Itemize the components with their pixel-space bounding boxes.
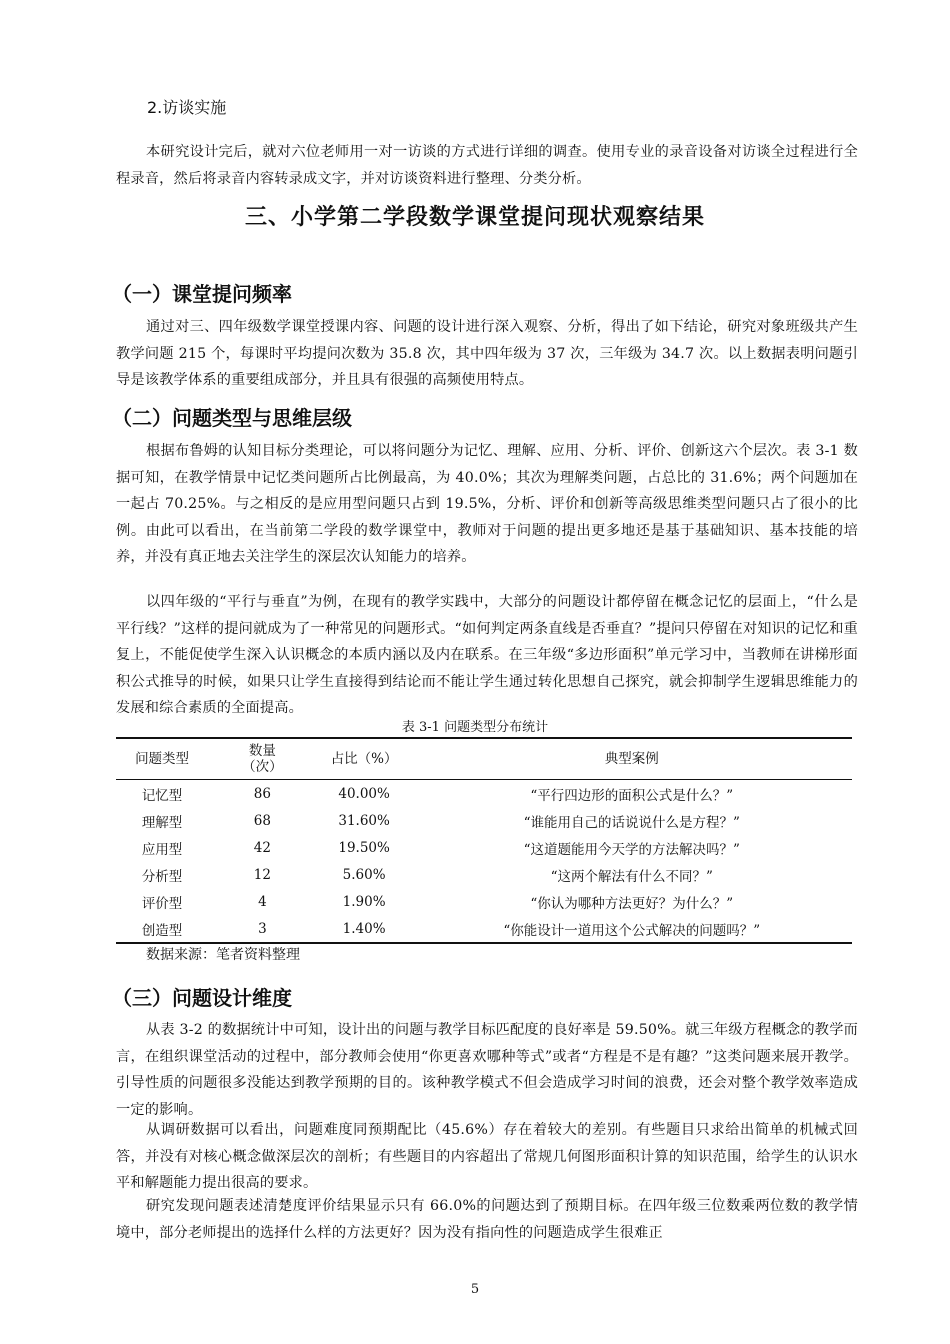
section-heading-frequency: （一）课堂提问频率 (112, 282, 292, 306)
table-cell: “你认为哪种方法更好？为什么？” (530, 895, 734, 912)
table-row (116, 888, 852, 915)
table-cell: “你能设计一道用这个公式解决的问题吗？” (503, 922, 761, 939)
section-heading-interview: 2.访谈实施 (147, 98, 227, 117)
section-heading-question-design: （三）问题设计维度 (112, 986, 292, 1010)
table-cell: 12 (253, 866, 271, 883)
page-number: 5 (470, 1282, 480, 1297)
paragraph-interview: 本研究设计完后，就对六位老师用一对一访谈的方式进行详细的调查。使用专业的录音设备对访谈全过程进行全程录音，然后将录音内容转录成文字，并对访谈资料进行整理、分类分析。 (116, 144, 858, 187)
table-cell: 40.00% (338, 785, 390, 802)
paragraph-question-design-1: 从表 3-2 的数据统计中可知，设计出的问题与教学目标匹配度的良好率是 59.50%。就三年级方程概念的教学而言，在组织课堂活动的过程中，部分教师会使用“你更喜欢哪种等式”或者“方程是不是有趣？”这类问题来展开教学。引导性质的问题很多没能达到教学预期的目的。该种教学模式不但会造成学习时间的浪费，还会对整个教学效率造成一定的影响。 (116, 1022, 858, 1118)
section-heading-question-types: （二）问题类型与思维层级 (112, 406, 352, 430)
table-caption: 表 3-1 问题类型分布统计 (401, 720, 549, 735)
table-cell: 68 (253, 812, 271, 829)
table-row (116, 915, 852, 943)
table-row (116, 780, 852, 808)
table-cell: “这两个解法有什么不同？” (550, 868, 713, 885)
table-cell: “这道题能用今天学的方法解决吗？” (523, 841, 740, 858)
chapter-title: 三、小学第二学段数学课堂提问现状观察结果 (244, 205, 705, 230)
table-cell: 3 (258, 920, 267, 937)
paragraph-question-types-1: 根据布鲁姆的认知目标分类理论，可以将问题分为记忆、理解、应用、分析、评价、创新这六个层次。表 3-1 数据可知，在教学情景中记忆类问题所占比例最高，为 40.0%；其次为理解类问题，占总比的 31.6%；两个问题加在一起占 70.25%。与之相反的是应用型问题只占到 19.5%，分析、评价和创新等高级思维类型问题只占了很小的比例。由此可以看出，在当前第二学段的数学课堂中，教师对于问题的提出更多地还是基于基础知识、基本技能的培养，并没有真正地去关注学生的深层次认知能力的培养。 (116, 443, 858, 565)
table-cell: “谁能用自己的话说说什么是方程？” (523, 814, 740, 831)
table-cell: 评价型 (141, 895, 183, 912)
table-header-cell: 占比（%） (330, 751, 398, 767)
paragraph-question-design-2: 从调研数据可以看出，问题难度同预期配比（45.6%）存在着较大的差别。有些题目只求给出简单的机械式回答，并没有对核心概念做深层次的剖析；有些题目的内容超出了常规几何图形面积计算的知识范围，给学生的认识水平和解题能力提出很高的要求。 (116, 1122, 858, 1191)
table-source-note: 数据来源：笔者资料整理 (146, 947, 300, 963)
table-row (116, 861, 852, 888)
table-cell: 1.40% (342, 920, 386, 937)
table-cell: 86 (253, 785, 271, 802)
table-header-row (116, 738, 852, 780)
table-cell: 理解型 (141, 814, 183, 831)
table-row (116, 807, 852, 834)
table-cell: 记忆型 (141, 787, 183, 804)
table-cell: 分析型 (141, 868, 183, 885)
table-row (116, 834, 852, 861)
paragraph-question-types-2: 以四年级的“平行与垂直”为例，在现有的教学实践中，大部分的问题设计都停留在概念记忆的层面上，“什么是平行线？”这样的提问就成为了一种常见的问题形式。“如何判定两条直线是否垂直？”提问只停留在对知识的记忆和重复上，不能促使学生深入认识概念的本质内涵以及内在联系。在三年级“多边形面积”单元学习中，当教师在讲梯形面积公式推导的时候，如果只让学生直接得到结论而不能让学生通过转化思想自己探究，就会抑制学生逻辑思维能力的发展和综合素质的全面提高。 (116, 594, 858, 716)
paragraph-frequency: 通过对三、四年级数学课堂授课内容、问题的设计进行深入观察、分析，得出了如下结论，研究对象班级共产生教学问题 215 个，每课时平均提问次数为 35.8 次，其中四年级为 37 次，三年级为 34.7 次。以上数据表明问题引导是该教学体系的重要组成部分，并且具有很强的高频使用特点。 (116, 319, 858, 388)
table-cell: 19.50% (338, 839, 390, 856)
table-header-cell: 数量（次） (242, 743, 283, 775)
table-header-cell: 典型案例 (604, 751, 659, 767)
table-cell: 创造型 (141, 922, 183, 939)
table-cell: 31.60% (338, 812, 390, 829)
paragraph-question-design-3: 研究发现问题表述清楚度评价结果显示只有 66.0%的问题达到了预期目标。在四年级三位数乘两位数的教学情境中，部分老师提出的选择什么样的方法更好？因为没有指向性的问题造成学生很难正 (116, 1198, 858, 1241)
table-cell: 5.60% (342, 866, 386, 883)
table-cell: 4 (258, 893, 267, 910)
table-header-cell: 问题类型 (135, 751, 190, 767)
table-cell: “平行四边形的面积公式是什么？” (530, 787, 734, 804)
table-cell: 42 (253, 839, 271, 856)
table-cell: 1.90% (342, 893, 386, 910)
question-type-table (116, 737, 852, 944)
table-cell: 应用型 (141, 841, 183, 858)
